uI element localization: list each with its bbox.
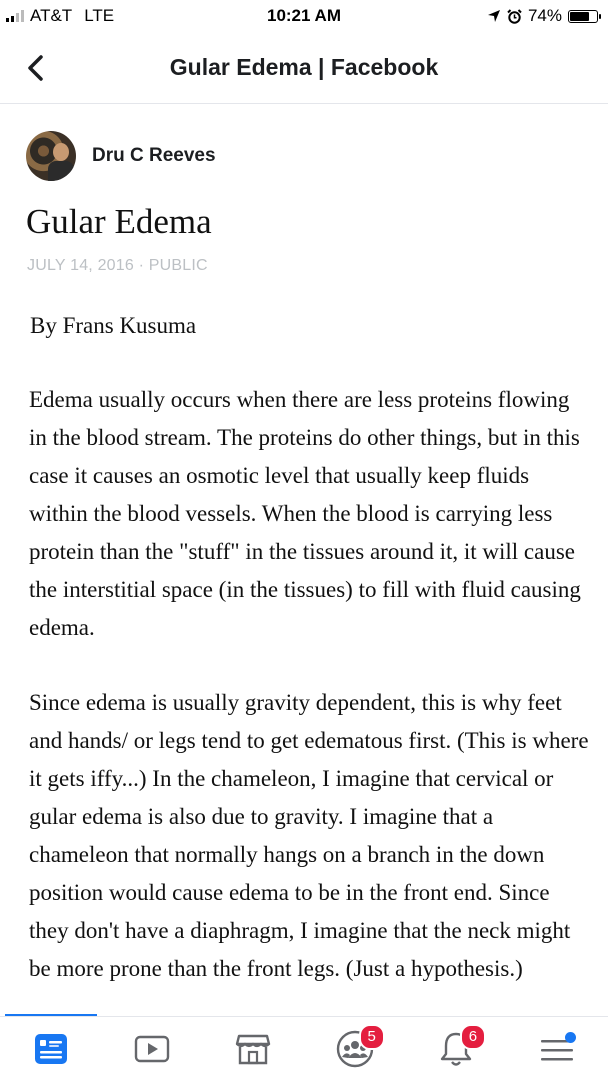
news-feed-icon (33, 1032, 69, 1066)
tab-watch[interactable] (122, 1024, 182, 1074)
status-bar (0, 0, 608, 32)
groups-badge: 5 (359, 1024, 385, 1050)
article-paragraph: Edema usually occurs when there are less proteins flowing in the blood stream. The proteins do other things, but in this case it causes an osmotic level that usually keep fluids within the blood vessels. When the blood is carrying less protein than the "stuff" in the tissues around it, it will cause the interstitial space (in the tissues) to fill with fluid causing edema. (29, 387, 581, 640)
status-right (487, 6, 598, 26)
post-author[interactable] (26, 131, 216, 181)
article-byline: By Frans Kusuma (30, 313, 197, 338)
tab-groups[interactable] (325, 1024, 385, 1074)
tab-marketplace[interactable] (223, 1024, 283, 1074)
tab-bar (0, 1016, 608, 1080)
watch-icon (134, 1033, 170, 1065)
tab-menu[interactable] (527, 1024, 587, 1074)
tab-news-feed[interactable] (21, 1024, 81, 1074)
notifications-badge: 6 (460, 1024, 486, 1050)
marketplace-icon (235, 1032, 271, 1066)
status-time: 10:21 AM (266, 6, 341, 25)
network-type: LTE (84, 6, 115, 25)
alarm-clock-icon (507, 9, 522, 24)
avatar[interactable] (26, 131, 76, 181)
page-title: Gular Edema | Facebook (169, 54, 439, 80)
navigation-bar (0, 32, 608, 104)
article-title: Gular Edema (26, 202, 212, 241)
author-name[interactable]: Dru C Reeves (92, 145, 216, 166)
location-arrow-icon (487, 9, 501, 23)
menu-dot-badge (565, 1032, 576, 1043)
battery-icon (568, 10, 598, 23)
tab-notifications[interactable] (426, 1024, 486, 1074)
article-paragraph: Since edema is usually gravity dependent, this is why feet and hands/ or legs tend to get edematous first. (This is where it gets iffy...) In the chameleon, I imagine that cervical or gular edema is also due to gravity. I imagine that a chameleon that normally hangs on a branch in the down position would cause edema to be in the front end. Since they don't have a diaphragm, I imagine that the neck might be more prone than the front legs. (Just a hypothesis.) (29, 690, 589, 981)
carrier-name: AT&T (30, 6, 73, 25)
battery-percent: 74% (527, 6, 562, 25)
article-meta: JULY 14, 2016 · PUBLIC (27, 257, 208, 274)
